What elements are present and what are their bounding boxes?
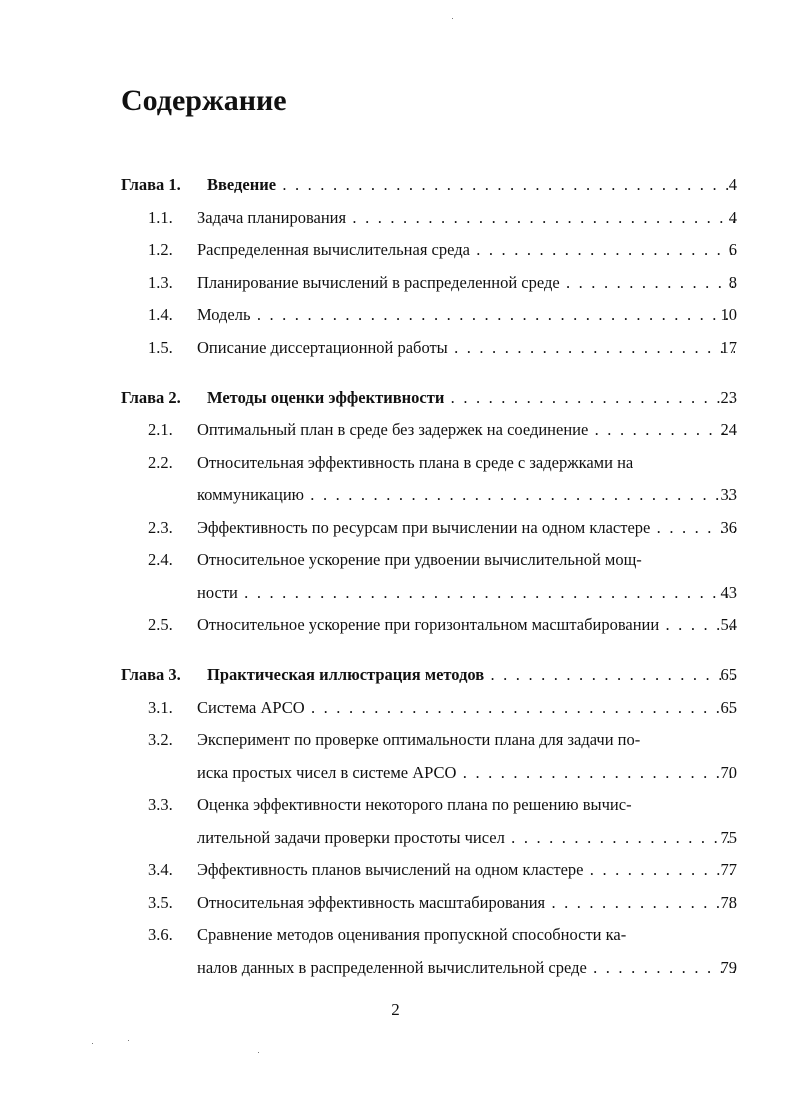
toc-section-row	[0, 205, 791, 231]
toc-entry-page: 54	[720, 615, 737, 634]
toc-entry-title-text: Эффективность планов вычислений на одном кластере	[197, 860, 584, 879]
toc-entry-title	[197, 695, 735, 721]
toc-entry-page: 65	[720, 665, 737, 684]
toc-entry-number: 3.5.	[148, 892, 173, 912]
toc-entry-title	[197, 922, 735, 948]
toc-entry-title-text: налов данных в распределенной вычислительной среде	[197, 957, 587, 977]
toc-section-row	[0, 695, 791, 721]
toc-section-row	[0, 417, 791, 443]
toc-entry-title	[197, 302, 735, 328]
scan-speck	[258, 1052, 259, 1053]
toc-section-row	[0, 727, 791, 753]
toc-entry-title-text: Сравнение методов оценивания пропускной способности ка-	[197, 925, 627, 944]
toc-entry-number: 3.2.	[148, 730, 173, 749]
toc-entry-page: 4	[728, 207, 737, 227]
toc-entry-title	[197, 547, 735, 573]
scan-speck	[452, 18, 453, 19]
toc-entry-title	[197, 890, 735, 916]
toc-entry-title	[197, 482, 735, 508]
toc-entry-page: 77	[720, 860, 737, 879]
page-heading: Содержание	[121, 84, 287, 117]
toc-chapter-row	[0, 662, 791, 688]
toc-section-row	[0, 515, 791, 541]
toc-entry-title	[197, 205, 735, 231]
toc-section-row	[0, 890, 791, 916]
toc-entry-page: 10	[720, 305, 737, 324]
toc-section-row	[0, 482, 791, 508]
toc-entry-title-text: Практическая иллюстрация методов	[207, 665, 485, 684]
toc-section-row	[0, 302, 791, 328]
toc-entry-title	[197, 417, 735, 443]
toc-entry-number: 2.4.	[148, 550, 173, 569]
toc-entry-page: 75	[720, 827, 737, 847]
toc-entry-number: Глава 3.	[121, 665, 181, 684]
toc-entry-title-text: Методы оценки эффективности	[207, 387, 445, 407]
toc-entry-title	[197, 450, 735, 476]
toc-entry-number: 1.1.	[148, 207, 173, 227]
toc-entry-title-text: Эффективность по ресурсам при вычислении на одном кластере	[197, 517, 651, 537]
toc-entry-title-text: Относительное ускорение при удвоении вычислительной мощ-	[197, 550, 642, 569]
toc-section-row	[0, 760, 791, 786]
toc-entry-number: 3.1.	[148, 697, 173, 717]
toc-entry-title-text: лительной задачи проверки простоты чисел	[197, 827, 505, 847]
toc-entry-page: 33	[720, 485, 737, 504]
toc-entry-title	[197, 237, 735, 263]
toc-entry-number: 1.2.	[148, 240, 173, 259]
toc-entry-title	[197, 857, 735, 883]
toc-entry-number: 2.2.	[148, 452, 173, 472]
toc-entry-page: 8	[728, 272, 737, 292]
toc-entry-number: 1.3.	[148, 272, 173, 292]
toc-section-row	[0, 612, 791, 638]
toc-entry-title	[207, 172, 735, 198]
toc-section-row	[0, 237, 791, 263]
toc-entry-title-text: Эксперимент по проверке оптимальности плана для задачи по-	[197, 730, 641, 749]
toc-entry-title-text: Система АРСО	[197, 697, 305, 717]
toc-entry-title-text: Описание диссертационной работы	[197, 337, 448, 357]
scan-speck	[128, 1040, 129, 1041]
toc-entry-page: 24	[720, 420, 737, 439]
toc-entry-number: 1.5.	[148, 337, 173, 357]
toc-entry-title	[207, 662, 735, 688]
toc-entry-number: 2.3.	[148, 517, 173, 537]
page-number: 2	[391, 1000, 400, 1019]
toc-entry-title-text: Относительная эффективность плана в среде с задержками на	[197, 452, 634, 472]
toc-section-row	[0, 270, 791, 296]
toc-entry-page: 78	[720, 892, 737, 912]
toc-entry-title	[197, 825, 735, 851]
toc-entry-title-text: Оптимальный план в среде без задержек на соединение	[197, 420, 589, 439]
toc-entry-title	[197, 612, 735, 638]
toc-section-row	[0, 792, 791, 818]
toc-entry-number: 3.3.	[148, 795, 173, 814]
toc-entry-title	[197, 727, 735, 753]
toc-entry-number: 1.4.	[148, 305, 173, 324]
toc-entry-page: 4	[728, 175, 737, 194]
toc-section-row	[0, 547, 791, 573]
toc-entry-page: 43	[720, 582, 737, 602]
toc-entry-title-text: Планирование вычислений в распределенной среде	[197, 272, 560, 292]
toc-entry-number: 3.4.	[148, 860, 173, 879]
toc-entry-title-text: ности	[197, 582, 238, 602]
toc-entry-page: 79	[720, 957, 737, 977]
toc-entry-number: Глава 1.	[121, 175, 181, 194]
toc-entry-title	[197, 270, 735, 296]
toc-section-row	[0, 922, 791, 948]
toc-entry-page: 17	[720, 337, 737, 357]
toc-chapter-row	[0, 385, 791, 411]
toc-entry-title	[197, 792, 735, 818]
toc-entry-number: 2.1.	[148, 420, 173, 439]
toc-entry-title-text: коммуникацию	[197, 485, 304, 504]
toc-entry-page: 65	[720, 697, 737, 717]
toc-section-row	[0, 857, 791, 883]
toc-entry-title	[197, 335, 735, 361]
toc-entry-title	[197, 760, 735, 786]
toc-entry-title-text: Оценка эффективности некоторого плана по решению вычис-	[197, 795, 632, 814]
toc-entry-page: 36	[720, 517, 737, 537]
toc-entry-page: 70	[720, 762, 737, 782]
toc-entry-title	[197, 955, 735, 981]
toc-section-row	[0, 825, 791, 851]
toc-entry-title-text: Распределенная вычислительная среда	[197, 240, 470, 259]
toc-entry-title	[207, 385, 735, 411]
toc-entry-page: 23	[720, 387, 737, 407]
toc-entry-title-text: Задача планирования	[197, 207, 347, 227]
toc-entry-number: 3.6.	[148, 925, 173, 944]
toc-entry-title-text: иска простых чисел в системе АРСО	[197, 762, 457, 782]
toc-entry-title-text: Относительное ускорение при горизонтальном масштабировании	[197, 615, 660, 634]
toc-entry-title	[197, 515, 735, 541]
toc-section-row	[0, 450, 791, 476]
toc-entry-title	[197, 580, 735, 606]
toc-entry-title-text: Введение	[207, 175, 277, 194]
scan-speck	[92, 1043, 93, 1044]
toc-entry-number: 2.5.	[148, 615, 173, 634]
toc-section-row	[0, 335, 791, 361]
toc-entry-title-text: Модель	[197, 305, 251, 324]
toc-section-row	[0, 955, 791, 981]
toc-chapter-row	[0, 172, 791, 198]
toc-section-row	[0, 580, 791, 606]
toc-entry-title-text: Относительная эффективность масштабирования	[197, 892, 546, 912]
toc-entry-number: Глава 2.	[121, 387, 181, 407]
toc-entry-page: 6	[728, 240, 737, 259]
